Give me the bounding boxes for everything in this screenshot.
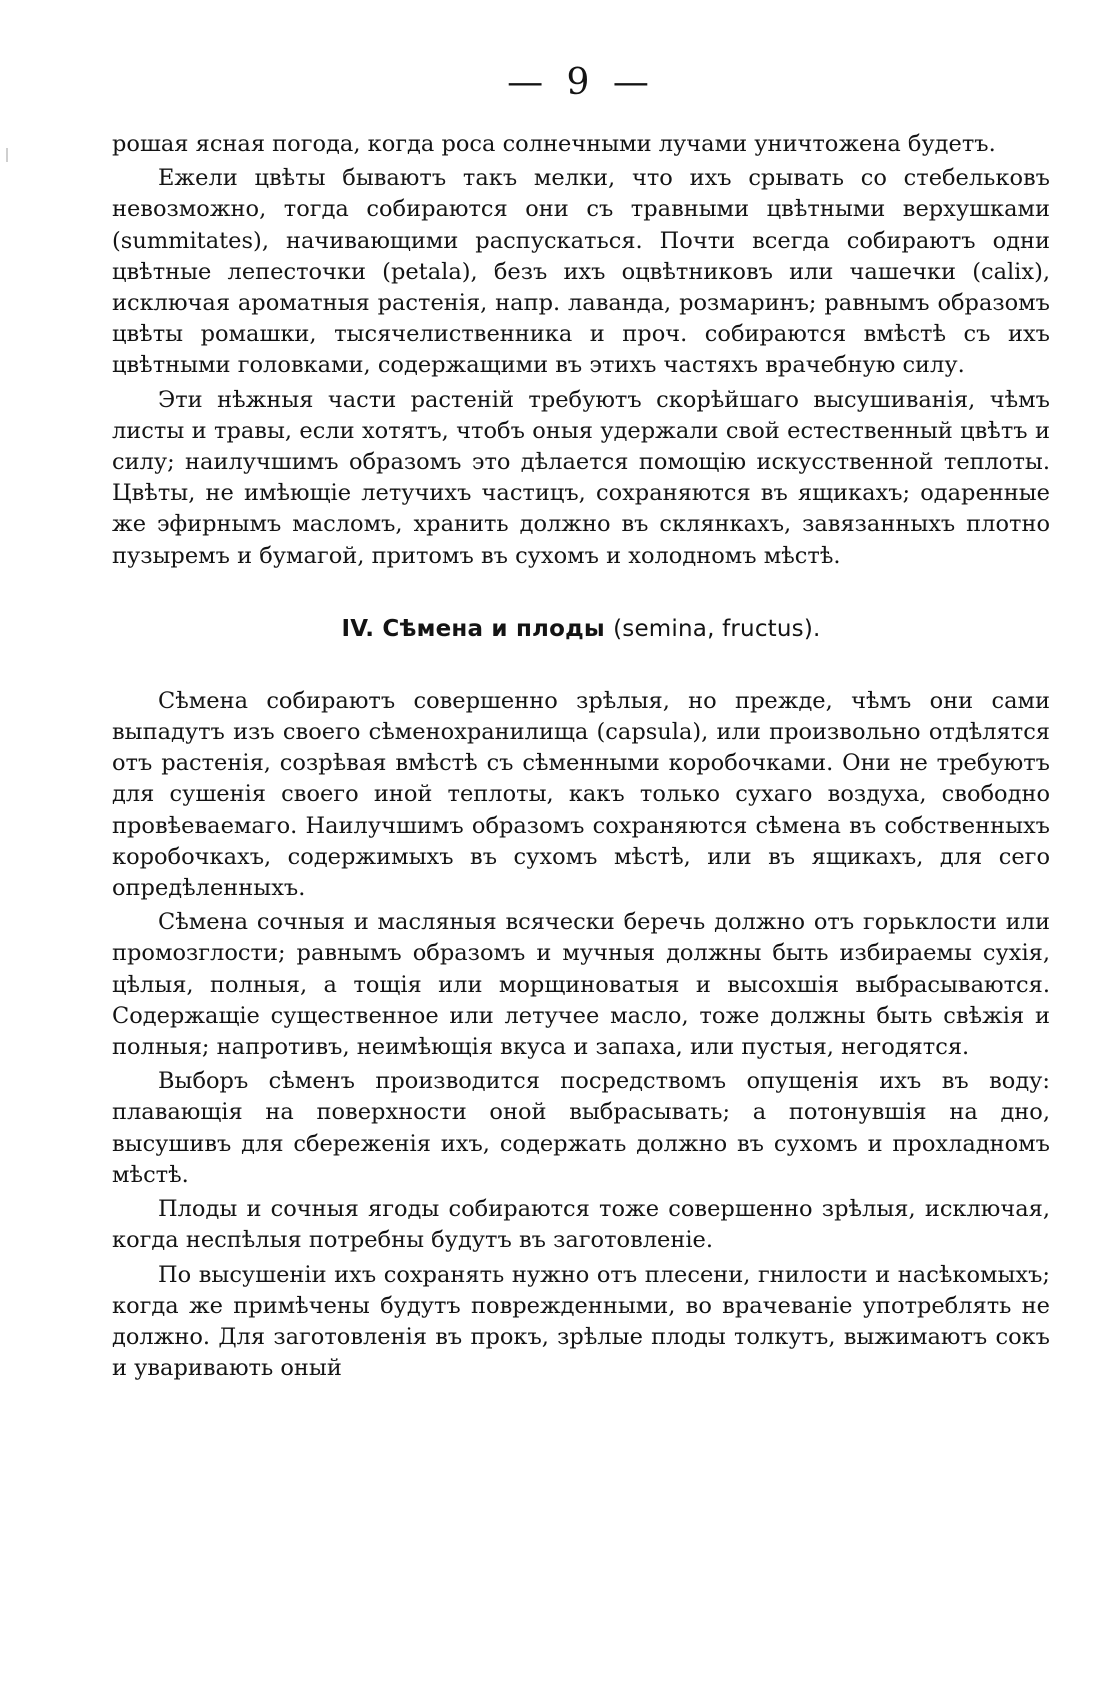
paragraph-small-flowers: Ежели цвѣты бываютъ такъ мелки, что ихъ срывать со стебельковъ невозможно, тогда собираются они съ травными цвѣтными верхушками (summitates), начивающими распускаться. Почти всегда собираютъ одни цвѣтные лепесточки (petala), безъ ихъ оцвѣтниковъ или чашечки (calix), исключая ароматныя растенія, напр. лаванда, розмаринъ; равнымъ образомъ цвѣты ромашки, тысячелиственника и проч. собираются вмѣстѣ съ ихъ цвѣтными головками, содержащими въ этихъ частяхъ врачебную силу. (112, 165, 1050, 379)
scan-margin-mark (6, 148, 8, 162)
section-heading-title: IV. Сѣмена и плоды (341, 615, 605, 642)
paragraph-drying-flowers: Эти нѣжныя части растеній требуютъ скорѣйшаго высушиванія, чѣмъ листы и травы, если хотятъ, чтобъ оныя удержали свой естественный цвѣтъ и силу; наилучшимъ образомъ это дѣлается помощію искусственной теплоты. Цвѣты, не имѣющіе летучихъ частицъ, сохраняются въ ящикахъ; одаренные же эфирнымъ масломъ, хранить должно въ склянкахъ, завязанныхъ плотно пузыремъ и бумагой, притомъ въ сухомъ и холодномъ мѣстѣ. (112, 386, 1050, 569)
section-heading (112, 616, 1050, 642)
page-number: — 9 — (507, 62, 655, 103)
paragraph-seeds-selection: Выборъ сѣменъ производится посредствомъ опущенія ихъ въ воду: плавающія на поверхности оной выбрасывать; а потонувшія на дно, высушивъ для сбереженія ихъ, содержать должно въ сухомъ и прохладномъ мѣстѣ. (112, 1068, 1050, 1188)
text-section-seeds (112, 686, 1050, 1384)
section-heading-latin: (semina, fructus). (613, 615, 821, 642)
paragraph-continuation: рошая ясная погода, когда роса солнечными лучами уничтожена будетъ. (112, 131, 996, 157)
text-section-flowers (112, 129, 1050, 572)
paragraph-fruits-berries: Плоды и сочныя ягоды собираются тоже совершенно зрѣлыя, исключая, когда неспѣлыя потребны будутъ въ заготовленіе. (112, 1196, 1050, 1254)
document-page (112, 62, 1050, 1387)
paragraph-seeds-oily: Сѣмена сочныя и масляныя всячески беречь должно отъ горьклости или промозглости; равнымъ образомъ и мучныя должны быть избираемы сухія, цѣлыя, полныя, а тощія или морщиноватыя и высохшія выбрасываются. Содержащіе существенное или летучее масло, тоже должны быть свѣжія и полныя; напротивъ, неимѣющія вкуса и запаха, или пустыя, негодятся. (112, 909, 1050, 1061)
paragraph-seeds-collection: Сѣмена собираютъ совершенно зрѣлыя, но прежде, чѣмъ они сами выпадутъ изъ своего сѣменохранилища (capsula), или произвольно отдѣлятся отъ растенія, созрѣвая вмѣстѣ съ сѣменными коробочками. Они не требуютъ для сушенія своего иной теплоты, какъ только сухаго воздуха, свободно провѣеваемаго. Наилучшимъ образомъ сохраняются сѣмена въ собственныхъ коробочкахъ, содержимыхъ въ сухомъ мѣстѣ, или въ ящикахъ, для сего опредѣленныхъ. (112, 687, 1050, 902)
paragraph-fruits-storage: По высушеніи ихъ сохранять нужно отъ плесени, гнилости и насѣкомыхъ; когда же примѣчены будутъ поврежденными, во врачеваніе употреблять не должно. Для заготовленія въ прокъ, зрѣлые плоды толкутъ, выжимаютъ сокъ и уваривають оный (112, 1261, 1050, 1382)
